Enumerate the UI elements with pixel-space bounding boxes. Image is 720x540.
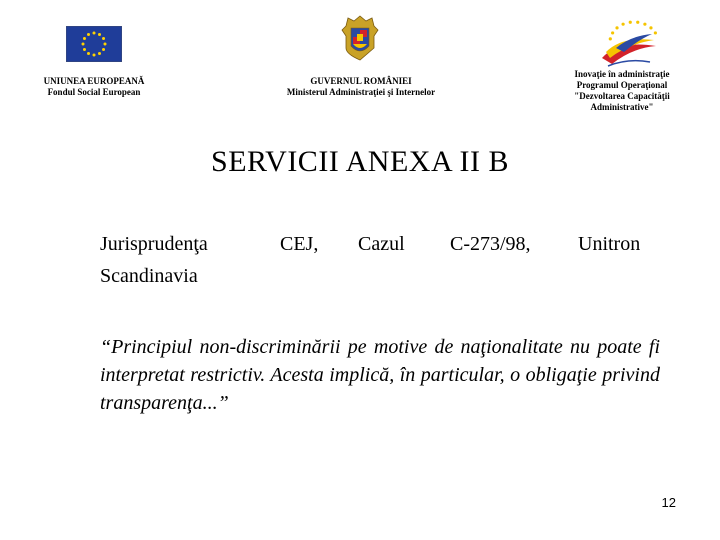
jurisprudence-word: Jurisprudenţa xyxy=(100,233,208,255)
eu-star-icon xyxy=(102,48,105,51)
romania-coat-of-arms-icon xyxy=(340,14,380,62)
ministry-label: Ministerul Administraţiei şi Internelor xyxy=(286,87,436,97)
eu-star-icon xyxy=(98,52,101,55)
pdca-star-icon xyxy=(622,23,625,26)
eu-star-icon xyxy=(102,37,105,40)
court-word: CEJ, xyxy=(280,233,319,255)
eu-star-icon xyxy=(93,54,96,57)
eu-union-label: UNIUNEA EUROPEANĂ xyxy=(43,76,145,86)
eu-star-icon xyxy=(82,43,85,46)
eu-flag-icon xyxy=(66,26,122,62)
pdca-logo-icon xyxy=(598,18,660,68)
quote-text: “Principiul non-discriminării pe motive de naţionalitate nu poate fi interpretat restrictiv. Acesta implică, în particular, o obligaţie privind transparenţa...” xyxy=(100,336,660,414)
programme-line-3: "Dezvoltarea Capacităţii xyxy=(574,91,670,101)
case-name: Unitron xyxy=(578,233,641,255)
pdca-star-icon xyxy=(649,26,652,29)
pdca-star-icon xyxy=(609,37,612,40)
programme-header-text xyxy=(560,69,684,113)
pdca-star-icon xyxy=(611,31,614,34)
eu-star-icon xyxy=(83,37,86,40)
pdca-star-icon xyxy=(636,21,639,24)
eu-star-icon xyxy=(87,52,90,55)
programme-line-2: Programul Operaţional xyxy=(576,80,668,90)
pdca-star-icon xyxy=(643,23,646,26)
programme-line-1: Inovaţie în administraţie xyxy=(574,69,670,79)
government-header-text xyxy=(266,76,456,98)
eu-star-icon xyxy=(104,43,107,46)
page-number: 12 xyxy=(661,495,676,510)
eu-star-icon xyxy=(93,32,96,35)
slide-title: SERVICII ANEXA II B xyxy=(211,145,509,178)
government-label: GUVERNUL ROMÂNIEI xyxy=(310,76,412,86)
social-fund-label: Fondul Social European xyxy=(47,87,141,97)
case-number: C-273/98, xyxy=(450,233,531,255)
eu-star-icon xyxy=(98,33,101,36)
programme-line-4: Administrative" xyxy=(590,102,654,112)
jurisprudence-heading xyxy=(100,233,660,293)
pdca-star-icon xyxy=(615,26,618,29)
scandinavia-word: Scandinavia xyxy=(100,265,198,287)
pdca-star-icon xyxy=(654,31,657,34)
eu-header-text xyxy=(30,76,158,98)
eu-star-icon xyxy=(87,33,90,36)
case-word: Cazul xyxy=(358,233,405,255)
eu-star-icon xyxy=(83,48,86,51)
pdca-star-icon xyxy=(629,21,632,24)
